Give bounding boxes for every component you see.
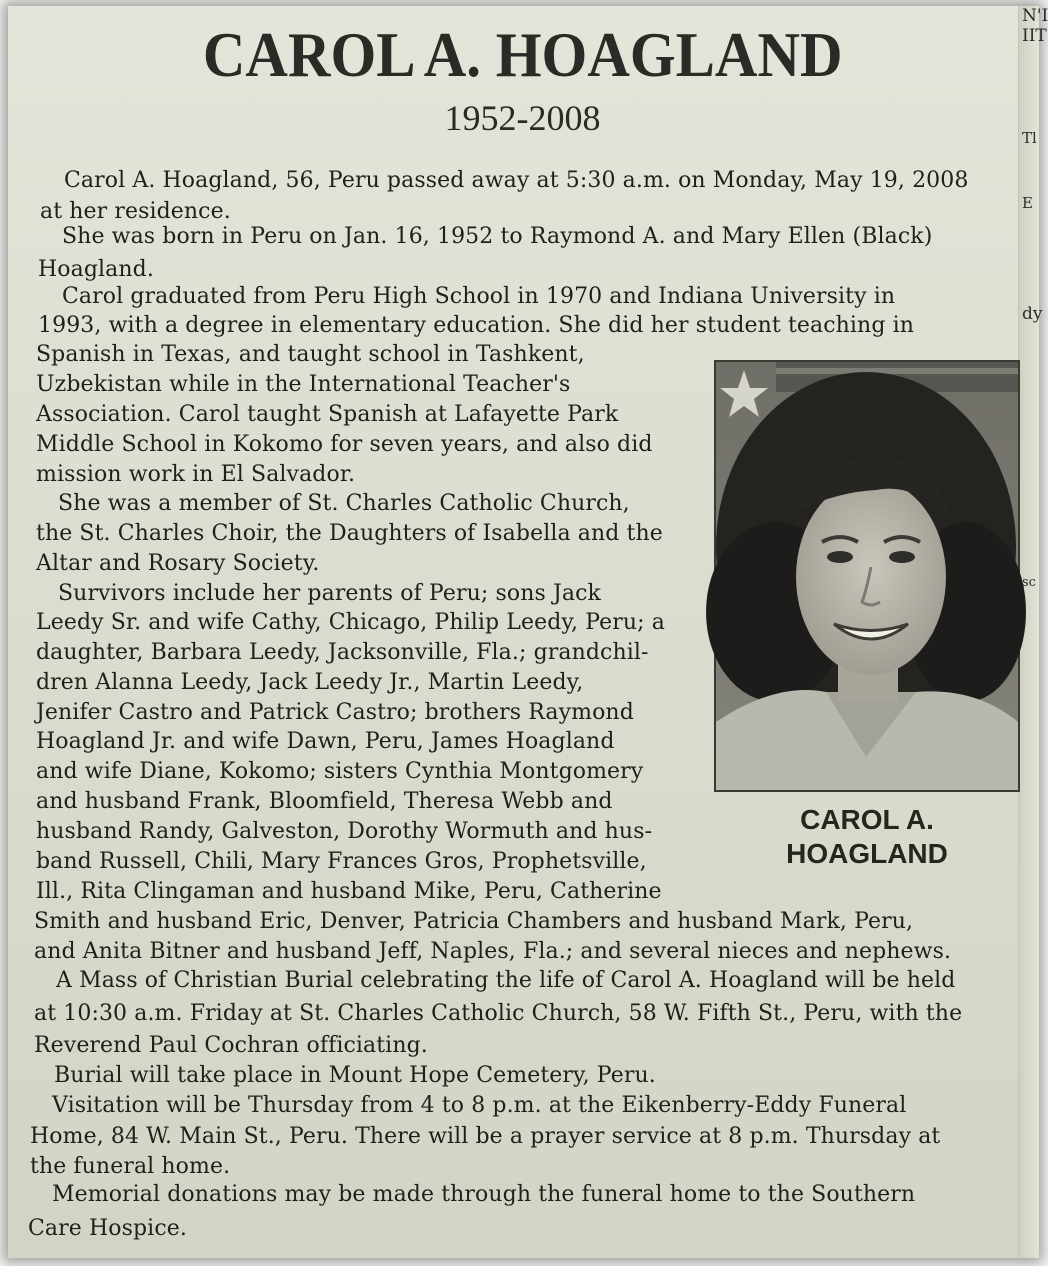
- body-line: Care Hospice.: [28, 1216, 187, 1241]
- body-line: Hoagland.: [38, 257, 154, 282]
- edge-fragment: E: [1022, 194, 1033, 212]
- body-line: Altar and Rosary Society.: [36, 551, 320, 576]
- photo-caption-surname: HOAGLAND: [786, 838, 948, 869]
- body-line: Visitation will be Thursday from 4 to 8 p.m. at the Eikenberry-Eddy Funeral: [52, 1093, 907, 1118]
- portrait-photo: [714, 360, 1020, 792]
- body-line: 1993, with a degree in elementary education. She did her student teaching in: [38, 313, 914, 338]
- body-line: Burial will take place in Mount Hope Cemetery, Peru.: [54, 1063, 656, 1088]
- body-line: Middle School in Kokomo for seven years, and also did: [36, 432, 653, 457]
- obituary-headline: CAROL A. HOAGLAND: [202, 19, 843, 90]
- body-line: daughter, Barbara Leedy, Jacksonville, Fla.; grandchil-: [36, 640, 649, 665]
- body-line: Survivors include her parents of Peru; sons Jack: [58, 581, 601, 606]
- photo-caption-name: CAROL A.: [800, 804, 934, 835]
- body-line: Uzbekistan while in the International Teacher's: [36, 372, 571, 397]
- body-line: and Anita Bitner and husband Jeff, Naples, Fla.; and several nieces and nephews.: [34, 939, 952, 964]
- body-line: at 10:30 a.m. Friday at St. Charles Catholic Church, 58 W. Fifth St., Peru, with the: [34, 1001, 963, 1026]
- body-line: Carol graduated from Peru High School in 1970 and Indiana University in: [62, 284, 896, 309]
- body-line: the St. Charles Choir, the Daughters of Isabella and the: [36, 521, 663, 546]
- body-line: Leedy Sr. and wife Cathy, Chicago, Philip Leedy, Peru; a: [36, 610, 665, 635]
- body-line: Spanish in Texas, and taught school in Tashkent,: [36, 342, 585, 367]
- body-line: Ill., Rita Clingaman and husband Mike, Peru, Catherine: [36, 879, 662, 904]
- body-line: Memorial donations may be made through the funeral home to the Southern: [52, 1182, 916, 1207]
- body-line: the funeral home.: [30, 1154, 231, 1179]
- body-line: Carol A. Hoagland, 56, Peru passed away at 5:30 a.m. on Monday, May 19, 2008: [64, 168, 969, 193]
- life-dates: 1952-2008: [444, 98, 601, 138]
- body-line: mission work in El Salvador.: [36, 462, 356, 487]
- body-line: She was a member of St. Charles Catholic Church,: [58, 491, 630, 516]
- portrait-illustration: [716, 362, 1018, 790]
- edge-fragment: IIT: [1022, 26, 1047, 46]
- body-line: Home, 84 W. Main St., Peru. There will be a prayer service at 8 p.m. Thursday at: [30, 1124, 941, 1149]
- body-line: and husband Frank, Bloomfield, Theresa Webb and: [36, 789, 613, 814]
- body-line: She was born in Peru on Jan. 16, 1952 to Raymond A. and Mary Ellen (Black): [62, 224, 933, 249]
- edge-fragment: sc: [1022, 575, 1036, 590]
- edge-fragment: N'I: [1022, 6, 1048, 26]
- edge-fragment: Tl: [1022, 129, 1037, 147]
- body-line: Association. Carol taught Spanish at Lafayette Park: [36, 402, 619, 427]
- body-line: Hoagland Jr. and wife Dawn, Peru, James Hoagland: [36, 729, 615, 754]
- edge-fragment: dy: [1022, 304, 1043, 324]
- body-line: Reverend Paul Cochran officiating.: [34, 1033, 428, 1058]
- body-line: Smith and husband Eric, Denver, Patricia Chambers and husband Mark, Peru,: [34, 909, 914, 934]
- body-line: band Russell, Chili, Mary Frances Gros, Prophetsville,: [36, 849, 647, 874]
- body-line: A Mass of Christian Burial celebrating the life of Carol A. Hoagland will be held: [56, 968, 956, 993]
- body-line: husband Randy, Galveston, Dorothy Wormuth and hus-: [36, 819, 653, 844]
- body-line: dren Alanna Leedy, Jack Leedy Jr., Martin Leedy,: [36, 670, 584, 695]
- body-line: and wife Diane, Kokomo; sisters Cynthia Montgomery: [36, 759, 644, 784]
- body-line: Jenifer Castro and Patrick Castro; brothers Raymond: [36, 700, 634, 725]
- body-line: at her residence.: [40, 199, 231, 224]
